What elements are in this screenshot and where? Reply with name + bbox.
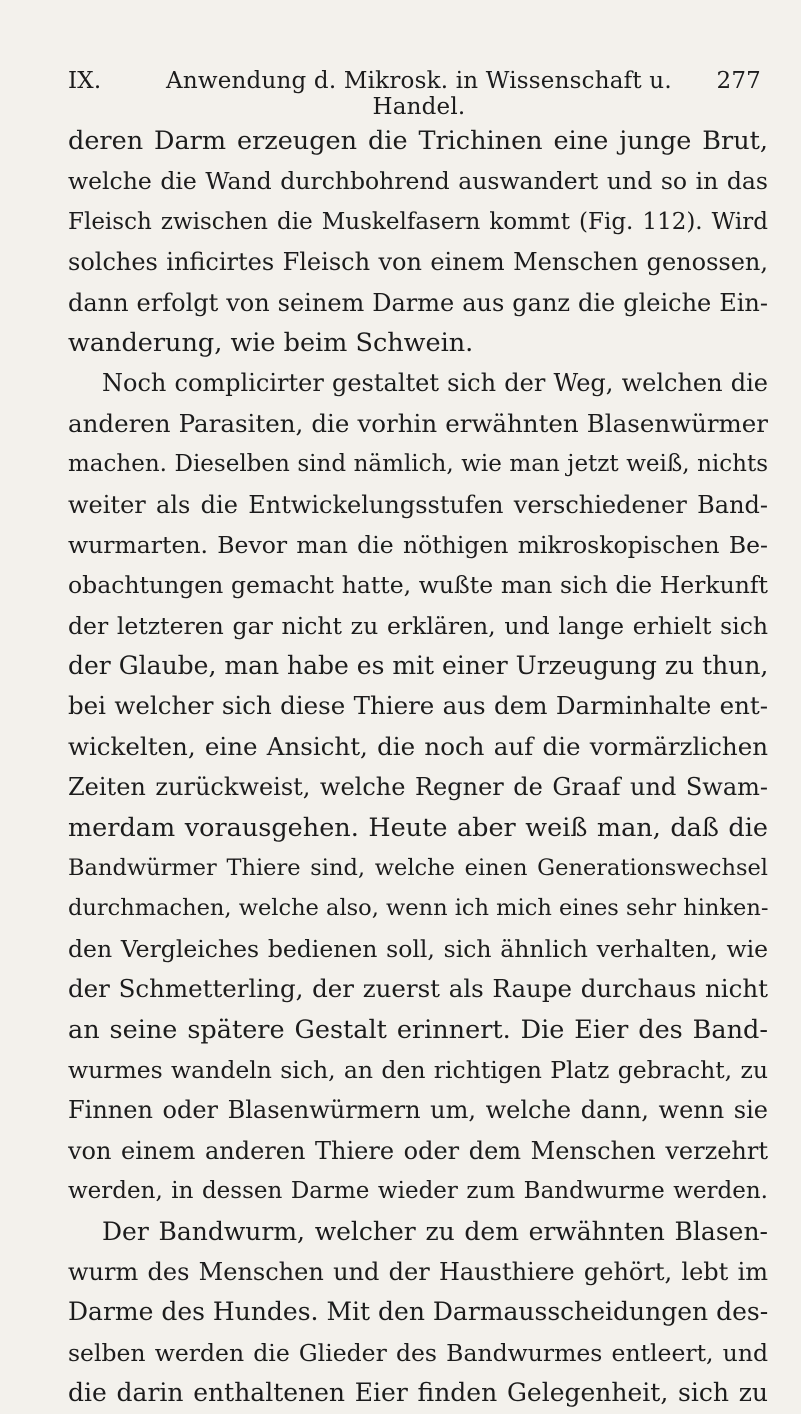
text-line: der letzteren gar nicht zu erklären, und lange erhielt sich	[68, 611, 768, 640]
text-line: solches inficirtes Fleisch von einem Menschen genossen,	[68, 248, 768, 277]
text-line: Finnen oder Blasenwürmern um, welche dann, wenn sie	[68, 1096, 768, 1125]
text-line: Darme des Hundes. Mit den Darmausscheidungen des-	[68, 1297, 768, 1327]
text-line: der Schmetterling, der zuerst als Raupe durchaus nicht	[68, 974, 768, 1004]
text-line: wickelten, eine Ansicht, die noch auf die vormärzlichen	[68, 731, 768, 761]
text-line: wanderung, wie beim Schwein.	[68, 327, 474, 358]
text-line: machen. Dieselben sind nämlich, wie man jetzt weiß, nichts	[68, 451, 768, 478]
text-line: Noch complicirter gestaltet sich der Weg, welchen die	[102, 369, 768, 398]
page-number: 277	[716, 68, 761, 94]
text-line: wurmes wandeln sich, an den richtigen Platz gebracht, zu	[68, 1055, 768, 1084]
text-line: werden, in dessen Darme wieder zum Bandwurme werden.	[68, 1178, 768, 1205]
text-line: merdam vorausgehen. Heute aber weiß man, daß die	[68, 812, 768, 843]
text-line: wurm des Menschen und der Hausthiere gehört, lebt im	[68, 1257, 768, 1286]
text-line: Zeiten zurückweist, welche Regner de Graaf und Swam-	[68, 773, 768, 802]
body-text	[68, 121, 768, 1414]
text-line: der Glaube, man habe es mit einer Urzeugung zu thun,	[68, 651, 768, 681]
running-title: Anwendung d. Mikrosk. in Wissenschaft u. Handel.	[166, 68, 672, 120]
text-line: weiter als die Entwickelungsstufen verschiedener Band-	[68, 490, 768, 519]
text-line: welche die Wand durchbohrend auswandert und so in das	[68, 167, 768, 196]
text-line: bei welcher sich diese Thiere aus dem Darminhalte ent-	[68, 691, 768, 721]
text-line: dann erfolgt von seinem Darme aus ganz die gleiche Ein-	[68, 288, 768, 317]
text-line: Der Bandwurm, welcher zu dem erwähnten Blasen-	[102, 1216, 768, 1246]
text-line: den Vergleiches bedienen soll, sich ähnlich verhalten, wie	[68, 934, 768, 963]
text-line: selben werden die Glieder des Bandwurmes entleert, und	[68, 1338, 768, 1367]
running-head	[68, 68, 761, 120]
text-line: von einem anderen Thiere oder dem Menschen verzehrt	[68, 1136, 768, 1165]
text-line: Bandwürmer Thiere sind, welche einen Generationswechsel	[68, 855, 768, 882]
text-line: obachtungen gemacht hatte, wußte man sich die Herkunft	[68, 571, 768, 600]
text-line: die darin enthaltenen Eier finden Gelegenheit, sich zu	[68, 1378, 768, 1408]
text-line: anderen Parasiten, die vorhin erwähnten Blasenwürmer	[68, 408, 768, 438]
text-line: durchmachen, welche also, wenn ich mich eines sehr hinken-	[68, 895, 768, 922]
text-line: Fleisch zwischen die Muskelfasern kommt (Fig. 112). Wird	[68, 208, 768, 235]
section-number: IX.	[68, 68, 102, 94]
text-line: wurmarten. Bevor man die nöthigen mikroskopischen Be-	[68, 530, 768, 559]
text-line: an seine spätere Gestalt erinnert. Die Eier des Band-	[68, 1014, 768, 1045]
text-line: deren Darm erzeugen die Trichinen eine junge Brut,	[68, 126, 768, 156]
